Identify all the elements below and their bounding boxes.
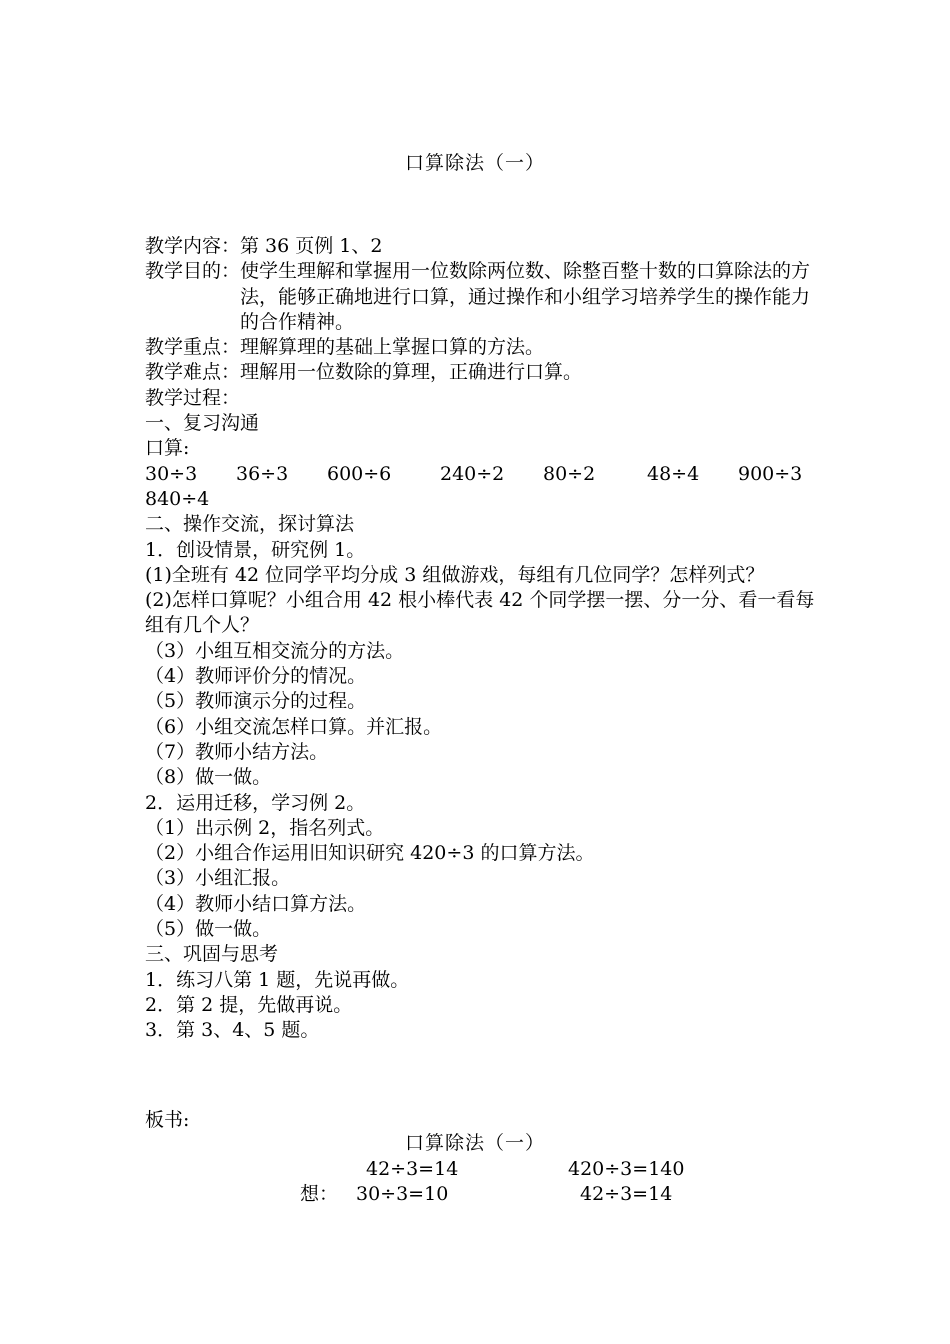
teaching-content-text: 第 36 页例 1、2 [240, 235, 383, 257]
teaching-purpose-text: 使学生理解和掌握用一位数除两位数、除整百整十数的口算除法的方法，能够正确地进行口算，通过操作和小组学习培养学生的操作能力的合作精神。 [240, 260, 811, 333]
calc-item: 36÷3 [236, 462, 289, 485]
board-title: 口算除法（一） [404, 1132, 545, 1154]
teaching-difficulty [145, 360, 815, 385]
board-right-equation: 420÷3=140 [568, 1158, 685, 1180]
step-item: （7）教师小结方法。 [145, 740, 329, 763]
key-point-label: 教学重点： [145, 336, 241, 359]
step-item: （3）小组互相交流分的方法。 [145, 639, 405, 662]
step-item: （1）出示例 2，指名列式。 [145, 816, 385, 839]
teaching-content [145, 234, 815, 259]
oral-calc-row [145, 462, 815, 487]
section2-item1: 1．创设情景，研究例 1。 [145, 538, 366, 561]
step-item: （4）教师评价分的情况。 [145, 665, 367, 688]
board-think-label: 想： [300, 1183, 339, 1205]
board-left-equation: 42÷3=14 [366, 1158, 459, 1180]
calc-item: 240÷2 [440, 462, 505, 485]
calc-item: 600÷6 [327, 462, 392, 485]
section1-sub: 口算: [145, 437, 190, 460]
page-title: 口算除法（一） [404, 152, 545, 174]
section2-item2: 2．运用迁移，学习例 2。 [145, 791, 366, 814]
teaching-content-label: 教学内容： [145, 235, 241, 257]
board-right-think: 42÷3=14 [580, 1183, 673, 1205]
section3-item: 3．第 3、4、5 题。 [145, 1019, 320, 1042]
calc-item: 48÷4 [647, 462, 700, 485]
difficulty-label: 教学难点： [145, 361, 241, 384]
step-item: （8）做一做。 [145, 766, 272, 789]
step-item: （3）小组汇报。 [145, 867, 291, 890]
step-item: （6）小组交流怎样口算。并汇报。 [145, 715, 443, 738]
teaching-key-point [145, 335, 815, 360]
section2-heading: 二、操作交流，探讨算法 [145, 513, 355, 536]
section3-item: 2．第 2 提，先做再说。 [145, 993, 353, 1016]
section1-heading: 一、复习沟通 [145, 412, 260, 435]
step-item: （2）小组合作运用旧知识研究 420÷3 的口算方法。 [145, 842, 595, 865]
board-left-think: 30÷3=10 [356, 1183, 449, 1205]
step-item: （5）做一做。 [145, 918, 272, 941]
calc-item: 80÷2 [543, 462, 596, 485]
teaching-purpose-label: 教学目的： [145, 260, 241, 283]
board-label: 板书: [145, 1109, 190, 1131]
step-item: （4）教师小结口算方法。 [145, 892, 367, 915]
process-label: 教学过程： [145, 386, 241, 409]
difficulty-text: 理解用一位数除的算理，正确进行口算。 [240, 361, 583, 384]
lesson-body [145, 234, 815, 1044]
section3-heading: 三、巩固与思考 [145, 943, 279, 966]
section2-question2: (2)怎样口算呢？小组合用 42 根小棒代表 42 个同学摆一摆、分一分、看一看每组有几个人？ [145, 589, 815, 637]
calc-item: 30÷3 [145, 462, 198, 485]
calc-item: 900÷3 [738, 462, 803, 485]
teaching-purpose [145, 259, 815, 335]
key-point-text: 理解算理的基础上掌握口算的方法。 [240, 336, 545, 359]
step-item: （5）教师演示分的过程。 [145, 690, 367, 713]
calc-item-last: 840÷4 [145, 487, 210, 510]
section2-question1: (1)全班有 42 位同学平均分成 3 组做游戏，每组有几位同学？怎样列式？ [145, 563, 765, 586]
section3-item: 1．练习八第 1 题，先说再做。 [145, 968, 410, 991]
